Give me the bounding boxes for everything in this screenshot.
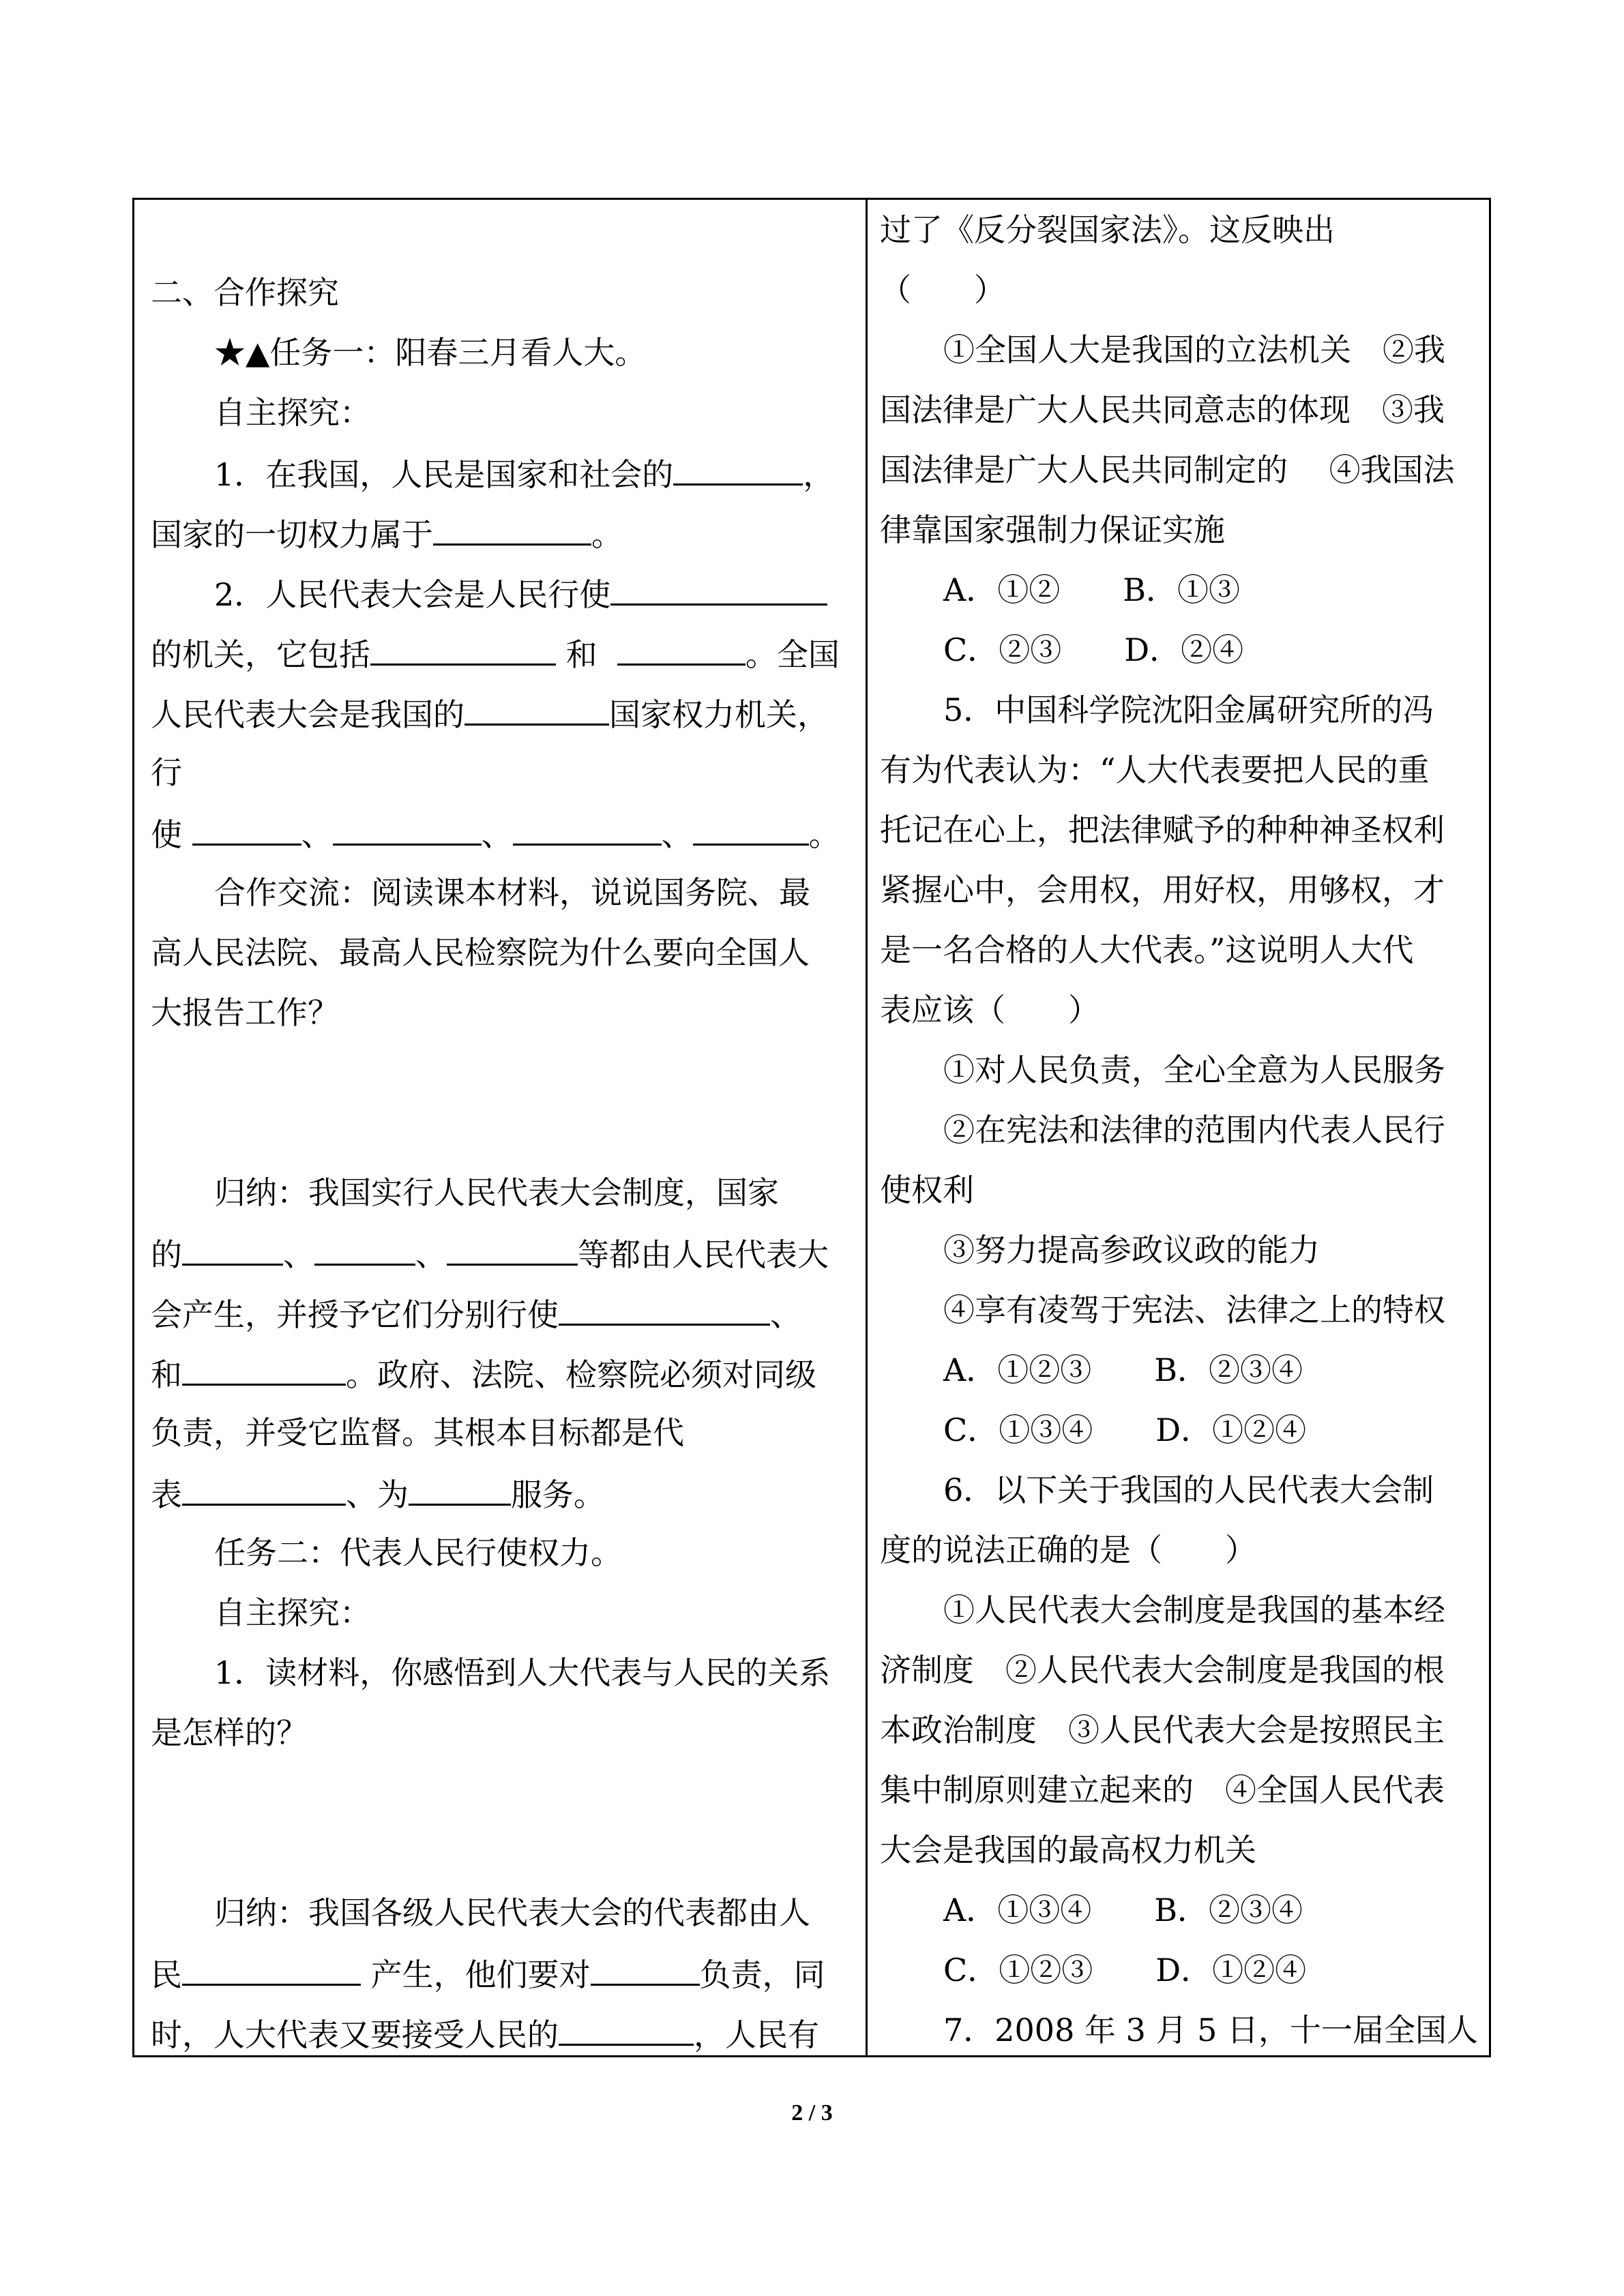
text: 。全国 (745, 636, 840, 673)
q7-line-1: 7．2008 年 3 月 5 日，十一届全国人 (943, 2012, 1478, 2048)
text: 时，人大代表又要接受人民的 (151, 2016, 559, 2053)
blank[interactable] (673, 443, 803, 486)
blank[interactable] (409, 1463, 511, 1506)
text: 表 (151, 1476, 182, 1513)
text: 民 (151, 1956, 182, 1993)
q5-option-2-line-1: ②在宪法和法律的范围内代表人民行 (943, 1112, 1445, 1148)
q5-line-4: 紧握心中，会用权，用好权，用够权，才 (880, 871, 1445, 908)
text: 会产生，并授予它们分别行使 (151, 1296, 559, 1333)
text: 。 (808, 816, 840, 853)
blank[interactable] (333, 803, 482, 846)
question-2-line-1 (151, 563, 851, 623)
question-1-line-2 (151, 503, 851, 563)
blank[interactable] (447, 1223, 578, 1266)
q6-option-line-3: 本政治制度 ③人民代表大会是按照民主 (880, 1712, 1445, 1748)
text: 、 (661, 816, 693, 853)
q4-line-2: （ ） (880, 271, 1005, 308)
q5-line-2: 有为代表认为：“人大代表要把人民的重 (880, 751, 1430, 788)
q6-choices-ab: A．①③④ B．②③④ (943, 1892, 1303, 1928)
blank[interactable] (182, 1943, 361, 1986)
question-2-line-3 (151, 683, 851, 743)
summary-1-line-1: 归纳：我国实行人民代表大会制度，国家 (214, 1174, 779, 1211)
summary-2-line-1: 归纳：我国各级人民代表大会的代表都由人 (214, 1894, 810, 1931)
text: 等都由人民代表大 (578, 1236, 829, 1273)
q5-line-1: 5．中国科学院沈阳金属研究所的冯 (943, 691, 1434, 728)
blank[interactable] (314, 1223, 415, 1266)
task2-question-1-line-2: 是怎样的？ (151, 1714, 308, 1751)
text: 和 (565, 636, 597, 673)
q4-option-line-3: 国法律是广大人民共同制定的 ④我国法 (880, 451, 1455, 488)
left-column (134, 200, 868, 2055)
q5-line-5: 是一名合格的人大代表。”这说明人大代 (880, 931, 1414, 968)
q6-line-1: 6．以下关于我国的人民代表大会制 (943, 1472, 1434, 1508)
text: 服务。 (511, 1476, 605, 1513)
worksheet-table (132, 198, 1491, 2057)
self-explore-label: 自主探究： (214, 394, 371, 431)
q5-line-3: 托记在心上，把法律赋予的种种神圣权利 (880, 811, 1445, 848)
text: 的机关，它包括 (151, 636, 370, 673)
q5-choices-cd: C．①③④ D．①②④ (943, 1412, 1307, 1448)
q5-option-3: ③努力提高参政议政的能力 (943, 1232, 1320, 1268)
right-column (868, 200, 1489, 2055)
text: 、 (481, 816, 513, 853)
self-explore-label-2: 自主探究： (214, 1594, 371, 1631)
text: 。政府、法院、检察院必须对同级 (346, 1356, 816, 1393)
q5-choices-ab: A．①②③ B．②③④ (943, 1352, 1303, 1388)
task2-title: 任务二：代表人民行使权力。 (214, 1534, 622, 1571)
text: 2．人民代表大会是人民行使 (214, 576, 611, 613)
q5-option-2-line-2: 使权利 (880, 1172, 974, 1208)
text: 人民代表大会是我国的 (151, 696, 464, 733)
blank[interactable] (370, 623, 556, 666)
blank[interactable] (610, 563, 827, 606)
q4-line-1: 过了《反分裂国家法》。这反映出 (880, 211, 1335, 248)
q6-choices-cd: C．①②③ D．①②④ (943, 1952, 1307, 1988)
text: 国家权力机关， (609, 696, 829, 733)
text: 的 (151, 1236, 182, 1273)
summary-1-line-2 (151, 1223, 851, 1283)
blank[interactable] (192, 803, 301, 846)
summary-1-line-3 (151, 1283, 851, 1343)
text: 、 (283, 1236, 314, 1273)
task1-title: ★▲任务一：阳春三月看人大。 (214, 334, 647, 371)
text: 和 (151, 1356, 182, 1393)
page-number: 2 / 3 (791, 2100, 833, 2126)
question-2-line-5 (151, 803, 851, 863)
blank[interactable] (591, 1943, 700, 1986)
q4-option-line-1: ①全国人大是我国的立法机关 ②我 (943, 331, 1445, 368)
blank[interactable] (433, 503, 591, 546)
spacer (151, 1103, 851, 1163)
text: 。 (591, 516, 623, 553)
blank[interactable] (182, 1463, 346, 1506)
blank[interactable] (559, 2003, 694, 2046)
cooperation-line-1: 合作交流：阅读课本材料，说说国务院、最 (214, 874, 810, 911)
q6-option-line-2: 济制度 ②人民代表大会制度是我国的根 (880, 1652, 1445, 1688)
q4-option-line-4: 律靠国家强制力保证实施 (880, 511, 1225, 548)
summary-1-line-4 (151, 1343, 851, 1403)
text: ，人民有 (694, 2016, 819, 2053)
q5-line-6: 表应该（ ） (880, 992, 1099, 1028)
text: 产生，他们要对 (361, 1956, 591, 1993)
blank[interactable] (559, 1283, 770, 1326)
summary-1-line-5: 负责，并受它监督。其根本目标都是代 (151, 1414, 684, 1451)
blank[interactable] (182, 1343, 346, 1386)
summary-2-line-2 (151, 1943, 851, 2003)
q4-option-line-2: 国法律是广大人民共同意志的体现 ③我 (880, 391, 1445, 428)
cooperation-line-2: 高人民法院、最高人民检察院为什么要向全国人 (151, 934, 810, 971)
blank[interactable] (693, 803, 809, 846)
text: 国家的一切权力属于 (151, 516, 433, 553)
question-2-line-4: 行 (151, 754, 182, 791)
text: 1．在我国，人民是国家和社会的 (214, 456, 674, 493)
text: 、 (415, 1236, 447, 1273)
question-2-line-2 (151, 623, 851, 683)
blank[interactable] (464, 683, 609, 726)
text: 、 (301, 816, 333, 853)
blank[interactable] (182, 1223, 283, 1266)
blank[interactable] (513, 803, 662, 846)
spacer (151, 1043, 851, 1103)
q5-option-1: ①对人民负责，全心全意为人民服务 (943, 1052, 1445, 1088)
q6-line-2: 度的说法正确的是（ ） (880, 1532, 1256, 1568)
task2-question-1-line-1: 1．读材料，你感悟到人大代表与人民的关系 (214, 1654, 831, 1691)
spacer (151, 1823, 851, 1883)
blank[interactable] (617, 623, 745, 666)
summary-2-line-3 (151, 2003, 851, 2055)
section-title: 二、合作探究 (151, 274, 339, 311)
cooperation-line-3: 大报告工作？ (151, 994, 339, 1031)
text: 、 (770, 1296, 801, 1333)
text: ， (803, 456, 835, 493)
question-1-line-1 (151, 443, 851, 503)
q6-option-line-5: 大会是我国的最高权力机关 (880, 1832, 1256, 1868)
q5-option-4: ④享有凌驾于宪法、法律之上的特权 (943, 1292, 1445, 1328)
q4-choices-cd: C．②③ D．②④ (943, 631, 1244, 668)
q4-choices-ab: A．①② B．①③ (943, 571, 1241, 608)
text: 、为 (346, 1476, 409, 1513)
text: 负责，同 (699, 1956, 825, 1993)
summary-1-line-6 (151, 1463, 851, 1523)
text: 使 (151, 816, 182, 853)
spacer (151, 1763, 851, 1823)
q6-option-line-1: ①人民代表大会制度是我国的基本经 (943, 1592, 1445, 1628)
q6-option-line-4: 集中制原则建立起来的 ④全国人民代表 (880, 1772, 1445, 1808)
